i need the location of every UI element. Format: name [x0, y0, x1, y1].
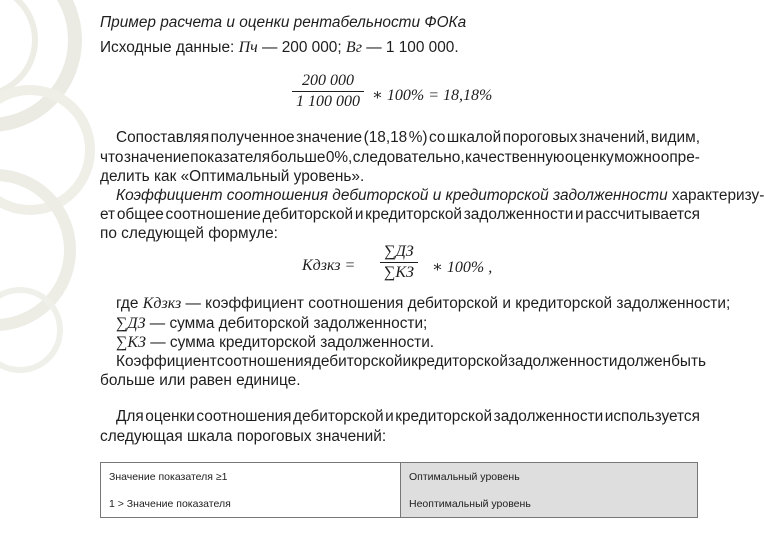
source-val-vg: — 1 100 000.	[361, 39, 459, 56]
formula1-result: ∗ 100% = 18,18%	[372, 87, 493, 104]
table-cell-level: Неоптимальный уровень	[401, 490, 697, 517]
table-row	[101, 490, 697, 517]
definition-var-dz: ∑ДЗ	[116, 315, 146, 332]
definition-text-kdzkz: — коэффициент соотношения дебиторской и кредиторской задолженности;	[181, 295, 731, 312]
paragraph1-line2: что значение показателя больше 0%, следовательно, качественную оценку можно опре-	[100, 149, 700, 166]
paragraph3-line1: Коэффициент соотношения дебиторской и кредиторской задолженности должен быть	[116, 353, 707, 370]
paragraph3-line2: больше или равен единице.	[100, 372, 301, 389]
paragraph2-line1-rest: характеризу-	[667, 187, 764, 204]
paragraph1-line1: Сопоставляя полученное значение (18,18 %) со шкалой пороговых значений, видим,	[116, 129, 700, 146]
formula2-numerator: ∑ДЗ	[384, 243, 414, 260]
formula2-lhs: Кдзкз =	[302, 257, 356, 274]
source-prefix: Исходные данные:	[100, 39, 239, 56]
paragraph4-line2: следующая шкала пороговых значений:	[100, 428, 387, 445]
table-cell-level: Оптимальный уровень	[401, 463, 697, 490]
formula1-denominator: 1 100 000	[292, 91, 364, 111]
threshold-table	[100, 462, 698, 518]
source-data-line	[100, 38, 459, 57]
paragraph2-line2: ет общее соотношение дебиторской и кредиторской задолженности и рассчитывается	[100, 206, 700, 223]
source-var-pch: Пч	[238, 39, 258, 56]
coefficient-term: Коэффициент соотношения дебиторской и кредиторской задолженности	[116, 187, 668, 204]
table-cell-condition: 1 > Значение показателя	[101, 490, 401, 517]
doc-title: Пример расчета и оценки рентабельности ФОКа	[100, 14, 467, 31]
definition-var-kdzkz: Кдзкз	[142, 295, 182, 312]
formula1-numerator: 200 000	[302, 72, 354, 89]
definition-sum-dz	[116, 314, 427, 333]
definition-text-kz: — сумма кредиторской задолженности.	[145, 334, 435, 351]
definition-var-kz: ∑КЗ	[116, 334, 146, 351]
source-var-vg: Вг	[345, 39, 362, 56]
definition-prefix: где	[116, 295, 143, 312]
definition-sum-kz	[116, 333, 434, 352]
source-val-pch: — 200 000;	[257, 39, 346, 56]
table-cell-condition: Значение показателя ≥1	[101, 463, 401, 490]
paragraph4-line1: Для оценки соотношения дебиторской и кредиторской задолженности используется	[116, 408, 700, 425]
paragraph2-line3: по следующей формуле:	[100, 225, 278, 242]
formula1-fraction	[292, 72, 364, 111]
formula2-denominator: ∑КЗ	[380, 262, 418, 282]
paragraph1-line3: делить как «Оптимальный уровень».	[100, 168, 365, 185]
table-row	[101, 463, 697, 491]
formula2-fraction	[380, 243, 418, 282]
definition-text-dz: — сумма дебиторской задолженности;	[145, 315, 428, 332]
paragraph2-line1	[116, 186, 764, 205]
definition-kdzkz	[116, 294, 730, 313]
formula2-result: ∗ 100% ,	[432, 259, 493, 276]
